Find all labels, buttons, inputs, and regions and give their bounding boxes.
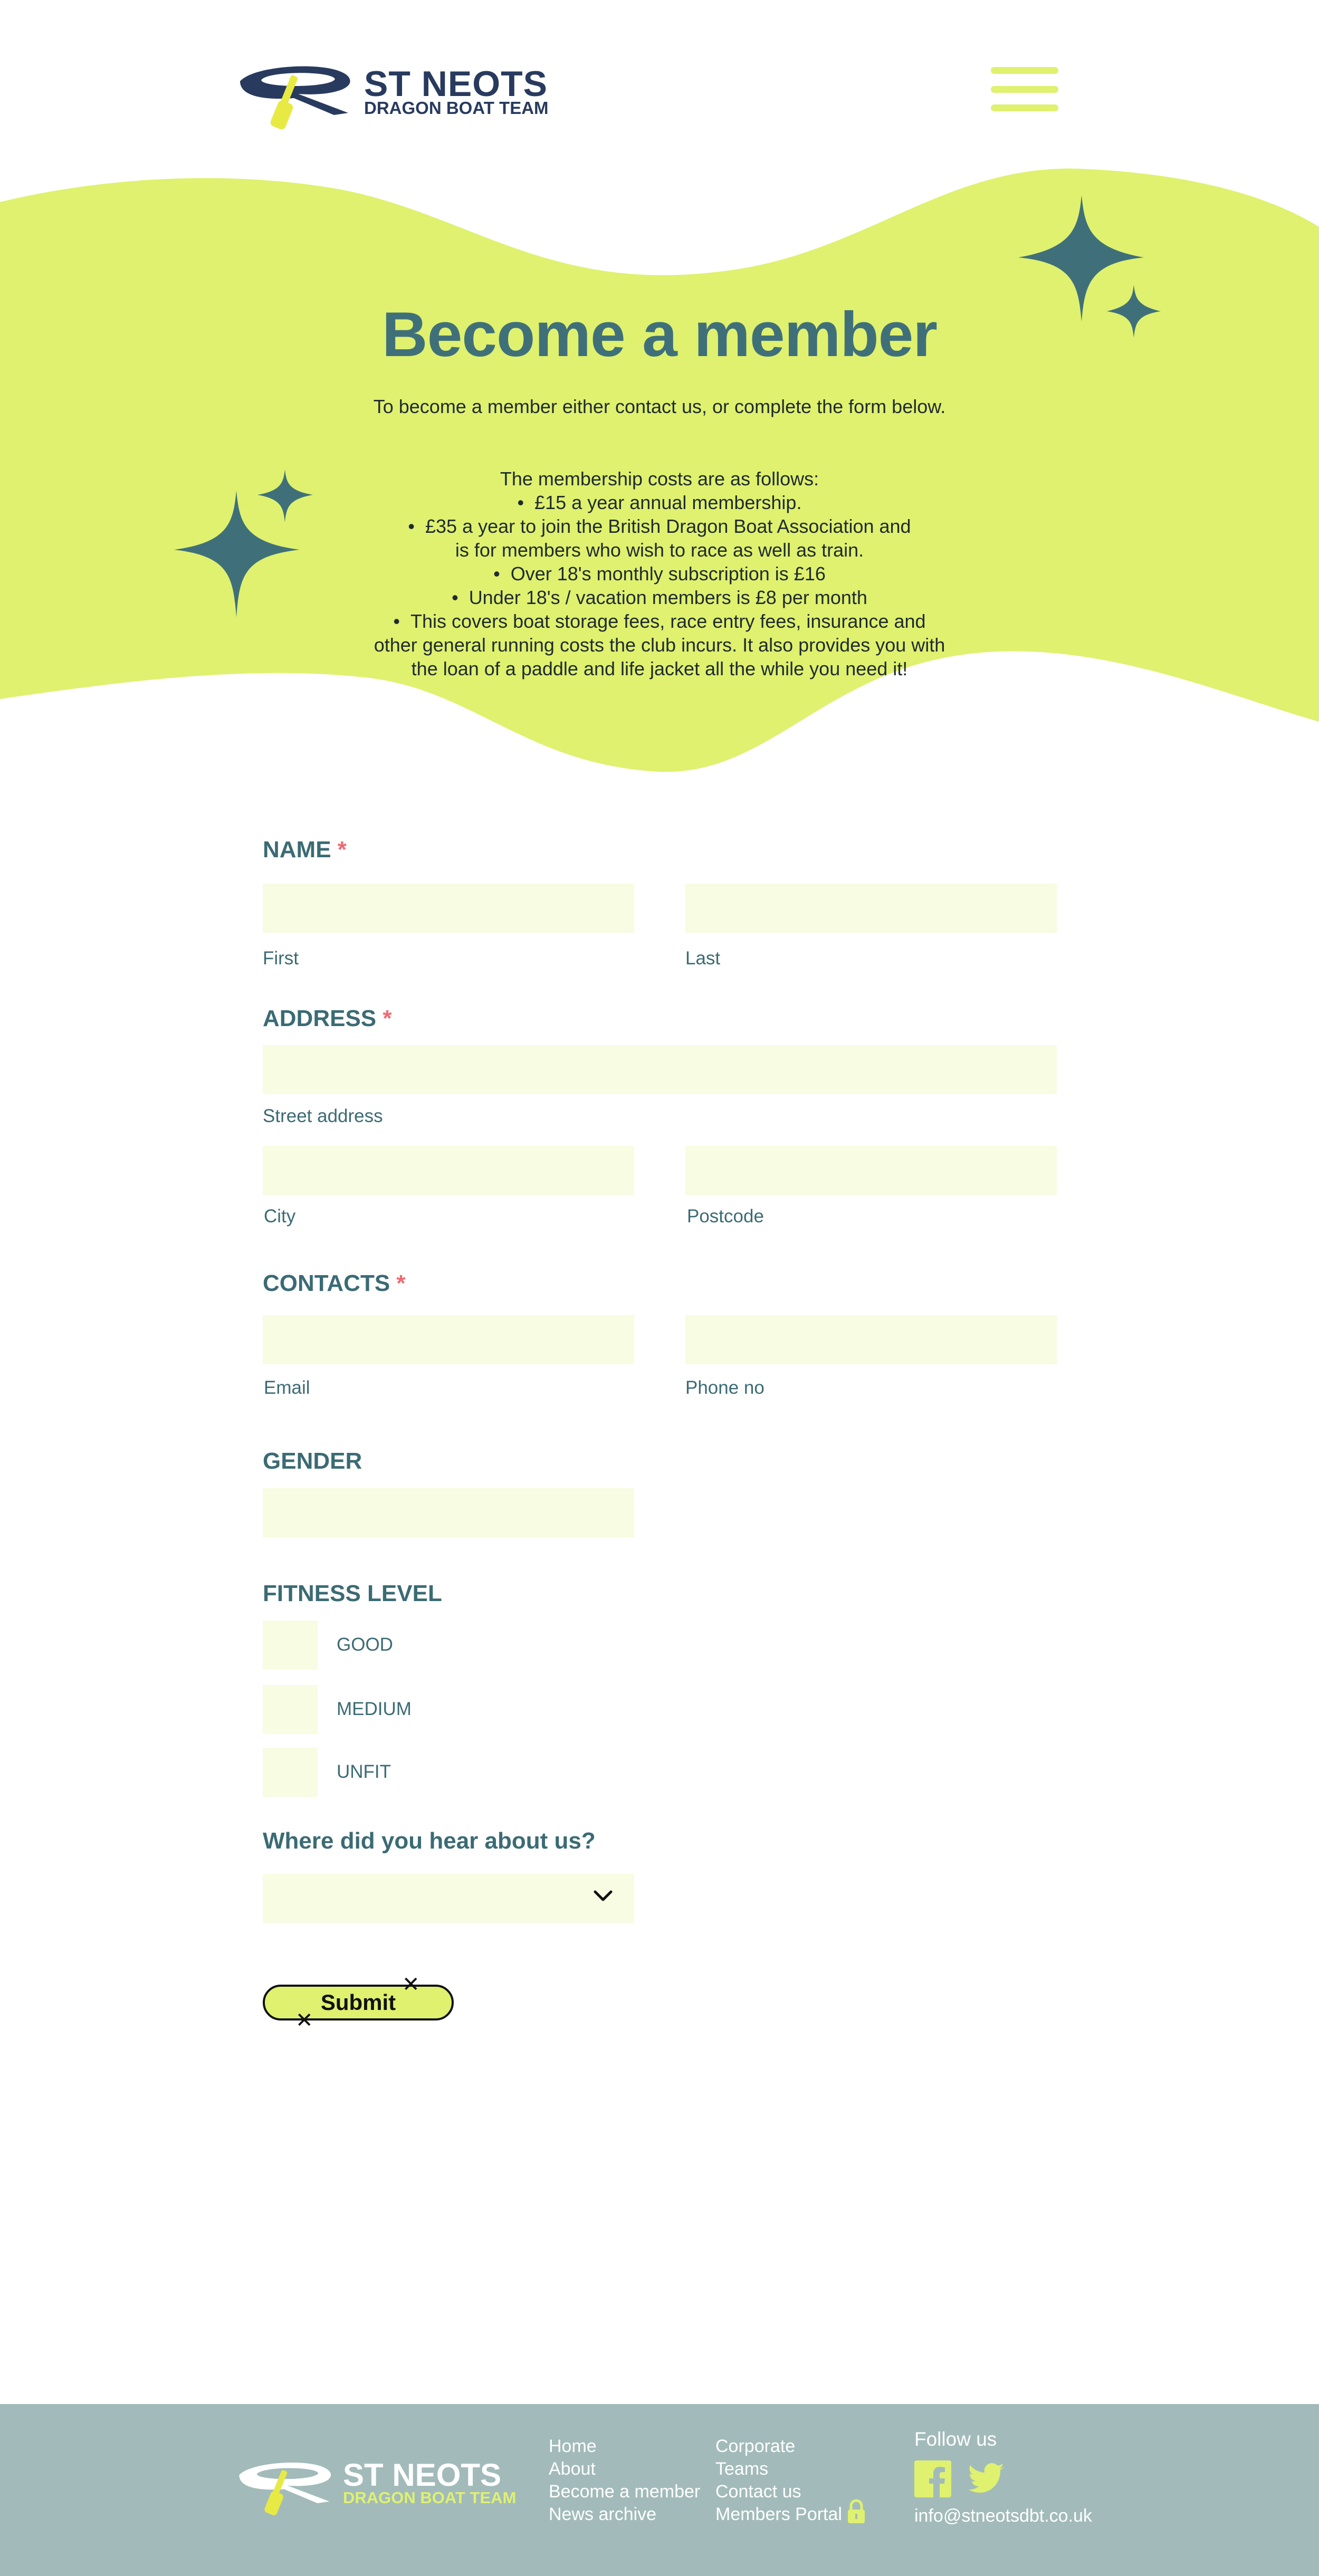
costs-heading: The membership costs are as follows: — [500, 468, 819, 490]
brand-subtitle: DRAGON BOAT TEAM — [364, 98, 549, 118]
fitness-section-label: FITNESS LEVEL — [263, 1581, 442, 1606]
email-input[interactable] — [263, 1315, 634, 1364]
fitness-good-label: GOOD — [337, 1634, 393, 1655]
hero-intro: To become a member either contact us, or complete the form below. — [373, 396, 946, 417]
footer-nav-primary — [549, 2435, 700, 2526]
footer-logo[interactable] — [235, 2456, 520, 2519]
required-mark: * — [383, 1005, 392, 1031]
footer-link-members-portal[interactable]: Members Portal — [715, 2504, 842, 2524]
footer-brand-name: ST NEOTS — [343, 2457, 502, 2493]
gender-section-label: GENDER — [263, 1448, 362, 1474]
footer-link-about[interactable]: About — [549, 2459, 596, 2479]
contacts-section-label: CONTACTS * — [263, 1270, 406, 1296]
fitness-unfit-checkbox[interactable] — [263, 1748, 318, 1797]
footer-email[interactable]: info@stneotsdbt.co.uk — [914, 2506, 1092, 2526]
facebook-icon[interactable] — [914, 2460, 951, 2497]
footer-nav-secondary — [715, 2435, 842, 2526]
fitness-good-checkbox[interactable] — [263, 1621, 318, 1670]
list-item: • Over 18's monthly subscription is £16 — [369, 562, 950, 586]
list-item: • £35 a year to join the British Dragon Boat Association and is for members who wish to race as well as train. — [369, 514, 950, 562]
city-input[interactable] — [263, 1146, 634, 1195]
list-item: • Under 18's / vacation members is £8 per month — [369, 586, 950, 609]
close-icon: ✕ — [295, 2009, 313, 2032]
membership-costs — [369, 467, 950, 681]
list-item: • £15 a year annual membership. — [369, 491, 950, 514]
street-address-label: Street address — [263, 1106, 383, 1126]
footer-link-teams[interactable]: Teams — [715, 2459, 769, 2479]
brand-name: ST NEOTS — [364, 64, 548, 104]
street-address-input[interactable] — [263, 1045, 1057, 1094]
twitter-icon[interactable] — [969, 2460, 1006, 2497]
costs-list — [369, 491, 950, 681]
hear-about-select[interactable] — [263, 1874, 634, 1923]
phone-label: Phone no — [685, 1377, 764, 1398]
footer-link-become-member[interactable]: Become a member — [549, 2482, 701, 2502]
submit-button[interactable]: Submit — [263, 1985, 454, 2020]
city-label: City — [264, 1206, 296, 1227]
list-item: • This covers boat storage fees, race entry fees, insurance and other general running costs the club incurs. It also provides you with the loan of a paddle and life jacket all the while you need it! — [369, 609, 950, 681]
fitness-unfit-label: UNFIT — [337, 1761, 391, 1782]
chevron-down-icon — [594, 1890, 613, 1902]
footer-link-corporate[interactable]: Corporate — [715, 2436, 796, 2456]
lock-icon[interactable] — [847, 2499, 866, 2524]
required-mark: * — [337, 837, 347, 863]
gender-input[interactable] — [263, 1488, 634, 1537]
first-name-label: First — [263, 948, 299, 969]
footer-link-news-archive[interactable]: News archive — [549, 2504, 657, 2524]
sparkle-icon — [174, 470, 317, 617]
footer-link-contact[interactable]: Contact us — [715, 2482, 801, 2502]
name-section-label: NAME * — [263, 837, 347, 863]
footer-link-home[interactable]: Home — [549, 2436, 597, 2456]
hear-about-label: Where did you hear about us? — [263, 1828, 596, 1854]
fitness-medium-label: MEDIUM — [337, 1699, 412, 1719]
footer-brand-subtitle: DRAGON BOAT TEAM — [343, 2488, 517, 2507]
last-name-label: Last — [685, 948, 721, 969]
email-label: Email — [264, 1377, 310, 1398]
last-name-input[interactable] — [685, 884, 1057, 933]
follow-us-label: Follow us — [914, 2428, 997, 2450]
menu-icon[interactable] — [991, 67, 1058, 111]
phone-input[interactable] — [685, 1315, 1057, 1364]
page-title: Become a member — [381, 299, 938, 370]
paddle-logo-icon — [235, 2456, 340, 2519]
first-name-input[interactable] — [263, 884, 634, 933]
close-icon: ✕ — [402, 1973, 420, 1996]
paddle-logo-icon — [235, 59, 361, 133]
postcode-label: Postcode — [687, 1206, 764, 1227]
site-logo[interactable] — [235, 59, 562, 133]
fitness-medium-checkbox[interactable] — [263, 1685, 318, 1734]
address-section-label: ADDRESS * — [263, 1005, 392, 1031]
postcode-input[interactable] — [685, 1146, 1057, 1195]
required-mark: * — [396, 1270, 406, 1296]
